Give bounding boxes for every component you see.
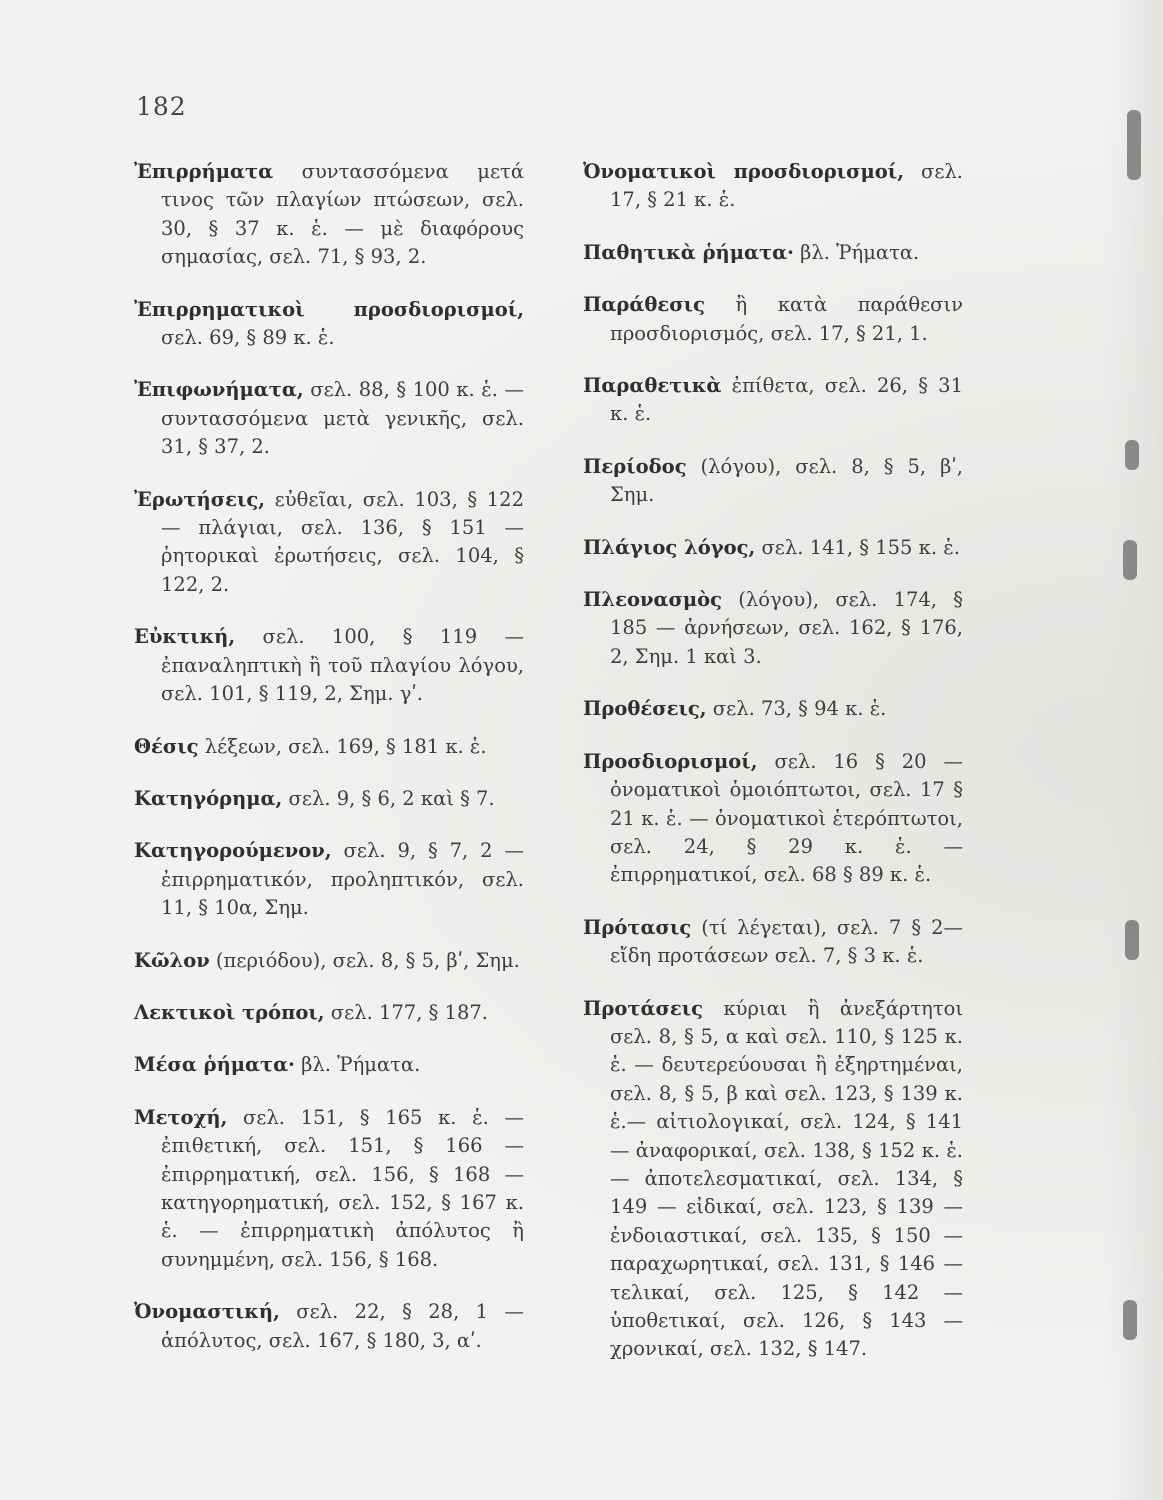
entry-headword: Περίοδος — [583, 454, 687, 478]
index-entry — [583, 158, 963, 215]
entry-headword: Θέσις — [134, 734, 199, 758]
entry-headword: Κῶλον — [134, 948, 210, 972]
index-entry — [134, 486, 524, 600]
entry-text: βλ. Ῥήματα. — [294, 1053, 421, 1077]
index-entry — [134, 1298, 524, 1355]
entry-text: σελ. 151, § 165 κ. ἑ. — ἐπιθετική, σελ. 151, § 166 — ἐπιρρηματική, σελ. 156, § 168 — κατηγορηματική, σελ. 152, § 167 κ. ἑ. — ἐπιρρηματικὴ ἀπόλυτος ἢ συνημμένη, σελ. 156, § 168. — [161, 1105, 524, 1271]
index-entry — [134, 158, 524, 272]
entry-headword: Κατηγόρημα, — [134, 786, 283, 810]
entry-text: βλ. Ῥήματα. — [793, 240, 920, 264]
entry-text: σελ. 9, § 7, 2 — ἐπιρρηματικόν, προληπτικόν, σελ. 11, § 10α, Σημ. — [161, 839, 524, 920]
binding-hole-mark — [1123, 1300, 1137, 1340]
entry-headword: Προσδιορισμοί, — [583, 749, 758, 773]
binding-hole-mark — [1125, 920, 1139, 960]
index-entry — [583, 586, 963, 671]
entry-text: (τί λέγεται), σελ. 7 § 2— εἴδη προτάσεων σελ. 7, § 3 κ. ἑ. — [610, 915, 963, 968]
entry-text: σελ. 73, § 94 κ. ἑ. — [706, 697, 887, 721]
page-edge-shadow — [1103, 0, 1163, 1500]
entry-text: σελ. 177, § 187. — [324, 1000, 488, 1024]
entry-headword: Πλεονασμὸς — [583, 588, 723, 612]
index-entry — [134, 296, 524, 353]
entry-headword: Κατηγορούμενον, — [134, 839, 332, 863]
index-entry — [583, 748, 963, 890]
index-entry — [583, 372, 963, 429]
index-column-left — [134, 158, 524, 1379]
entry-headword: Πρότασις — [583, 915, 692, 939]
entry-headword: Προθέσεις, — [583, 697, 707, 721]
entry-headword: Ὀνοματικοὶ προσδιορισμοί, — [583, 160, 904, 183]
entry-text: συντασσόμενα μετά τινος τῶν πλαγίων πτώσεων, σελ. 30, § 37 κ. ἑ. — μὲ διαφόρους σημασίας, σελ. 71, § 93, 2. — [161, 160, 524, 269]
index-entry — [134, 1051, 524, 1079]
index-entry — [583, 995, 963, 1364]
entry-headword: Παράθεσις — [583, 293, 705, 317]
entry-text: σελ. 16 § 20 — ὀνοματικοὶ ὁμοιόπτωτοι, σελ. 17 § 21 κ. ἑ. — ὀνοματικοὶ ἑτερόπτωτοι, σελ. 24, § 29 κ. ἑ. — ἐπιρρηματικοί, σελ. 68 § 89 κ. ἑ. — [610, 749, 963, 887]
entry-headword: Εὐκτική, — [134, 625, 236, 649]
index-entry — [583, 453, 963, 510]
index-entry — [583, 239, 963, 267]
index-entry — [583, 534, 963, 562]
index-entry — [134, 733, 524, 761]
index-entry — [134, 837, 524, 922]
entry-text: σελ. 88, § 100 κ. ἑ. — συντασσόμενα μετὰ γενικῆς, σελ. 31, § 37, 2. — [161, 378, 524, 459]
entry-text: (περιόδου), σελ. 8, § 5, βʹ, Σημ. — [209, 948, 520, 972]
entry-headword: Προτάσεις — [583, 996, 704, 1020]
entry-text: ἢ κατὰ παράθεσιν προσδιορισμός, σελ. 17, § 21, 1. — [610, 293, 963, 345]
entry-text: σελ. 22, § 28, 1 — ἀπόλυτος, σελ. 167, § 180, 3, αʹ. — [161, 1300, 524, 1352]
index-entry — [134, 1104, 524, 1274]
binding-hole-mark — [1127, 110, 1141, 180]
index-entry — [134, 785, 524, 813]
entry-text: σελ. 17, § 21 κ. ἑ. — [610, 160, 963, 212]
entry-headword: Ἐρωτήσεις, — [134, 487, 266, 511]
entry-headword: Μετοχή, — [134, 1105, 228, 1129]
entry-text: (λόγου), σελ. 174, § 185 — ἀρνήσεων, σελ. 162, § 176, 2, Σημ. 1 καὶ 3. — [610, 588, 963, 668]
index-entry — [134, 999, 524, 1027]
entry-text: σελ. 141, § 155 κ. ἑ. — [755, 535, 960, 559]
entry-headword: Ἐπιφωνήματα, — [134, 378, 304, 402]
index-entry — [583, 914, 963, 971]
entry-headword: Παθητικὰ ῥήματα· — [583, 240, 794, 264]
index-entry — [583, 695, 963, 723]
page-number: 182 — [136, 92, 187, 121]
index-entry — [134, 947, 524, 975]
index-column-right — [583, 158, 963, 1388]
entry-headword: Παραθετικὰ — [583, 374, 722, 398]
entry-text: (λόγου), σελ. 8, § 5, βʹ, Σημ. — [610, 454, 963, 507]
entry-text: κύριαι ἢ ἀνεξάρτητοι σελ. 8, § 5, α καὶ σελ. 110, § 125 κ. ἑ. — δευτερεύουσαι ἢ ἐξηρτημέναι, σελ. 8, § 5, β καὶ σελ. 123, § 139 κ. ἑ.— αἰτιολογικαί, σελ. 124, § 141 — ἀναφορικαί, σελ. 138, § 152 κ. ἑ. — ἀποτελεσματικαί, σελ. 134, § 149 — εἰδικαί, σελ. 123, § 139 — ἐνδοιαστικαί, σελ. 135, § 150 — παραχωρητικαί, σελ. 131, § 146 — τελικαί, σελ. 125, § 142 — ὑποθετικαί, σελ. 126, § 143 — χρονικαί, σελ. 132, § 147. — [610, 996, 963, 1361]
entry-headword: Μέσα ῥήματα· — [134, 1053, 295, 1077]
entry-headword: Λεκτικοὶ τρόποι, — [134, 1000, 325, 1024]
index-entry — [583, 291, 963, 348]
entry-headword: Ἐπιρρηματικοὶ προσδιορισμοί, — [134, 297, 524, 321]
index-entry — [134, 623, 524, 708]
entry-text: σελ. 69, § 89 κ. ἑ. — [161, 326, 335, 350]
entry-text: ἐπίθετα, σελ. 26, § 31 κ. ἑ. — [610, 374, 963, 426]
entry-headword: Πλάγιος λόγος, — [583, 535, 756, 559]
entry-text: σελ. 100, § 119 — ἐπαναληπτικὴ ἢ τοῦ πλαγίου λόγου, σελ. 101, § 119, 2, Σημ. γʹ. — [161, 625, 524, 706]
entry-headword: Ὀνομαστική, — [134, 1300, 280, 1324]
index-entry — [134, 376, 524, 461]
entry-text: λέξεων, σελ. 169, § 181 κ. ἑ. — [198, 734, 487, 758]
binding-hole-mark — [1123, 540, 1137, 580]
entry-text: σελ. 9, § 6, 2 καὶ § 7. — [282, 786, 495, 810]
binding-hole-mark — [1125, 440, 1139, 470]
entry-text: εὐθεῖαι, σελ. 103, § 122 — πλάγιαι, σελ. 136, § 151 — ῥητορικαὶ ἐρωτήσεις, σελ. 104, § 122, 2. — [161, 487, 524, 596]
entry-headword: Ἐπιρρήματα — [134, 160, 274, 183]
